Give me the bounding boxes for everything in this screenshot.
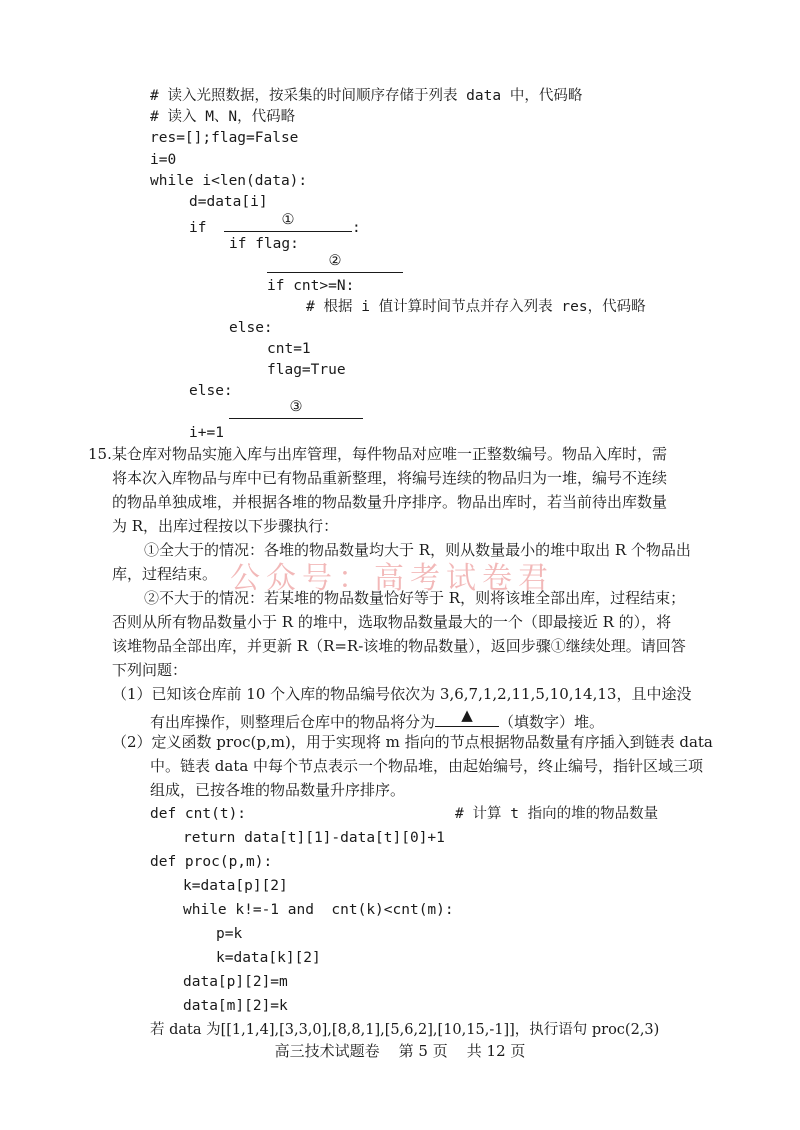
question-15-number: 15. [88, 445, 112, 463]
code-line: k=data[p][2] [183, 878, 288, 894]
code-line: return data[t][1]-data[t][0]+1 [183, 830, 445, 846]
code-line: res=[];flag=False [150, 130, 299, 146]
code-line: else: [229, 320, 273, 336]
code-line: k=data[k][2] [216, 950, 321, 966]
step-2-text: ②不大于的情况：若某堆的物品数量恰好等于 R，则将该堆全部出库，过程结束； [144, 589, 686, 607]
answer-blank-2: ② [267, 254, 403, 273]
code-comment-res: # 根据 i 值计算时间节点并存入列表 res，代码略 [306, 299, 646, 315]
code-line: if flag: [229, 236, 299, 252]
step-1-text: ①全大于的情况：各堆的物品数量均大于 R，则从数量最小的堆中取出 R 个物品出 [144, 541, 691, 559]
code-line: data[m][2]=k [183, 998, 288, 1014]
step-2-text: 下列问题： [112, 661, 188, 679]
code-line: i+=1 [189, 425, 224, 441]
answer-blank-1: ① [224, 213, 352, 232]
code-line-blank3 [229, 400, 363, 425]
code-line: else: [189, 383, 233, 399]
code-line: while k!=-1 and cnt(k)<cnt(m): [183, 902, 454, 918]
code-line: flag=True [267, 362, 346, 378]
answer-blank-part-1: ▲ [435, 708, 499, 727]
code-line: if cnt>=N: [267, 278, 355, 294]
question-15-intro: 的物品单独成堆，并根据各堆的物品数量升序排序。物品出库时，若当前待出库数量 [112, 493, 668, 511]
code-line: i=0 [150, 152, 177, 168]
step-2-text: 否则从所有物品数量小于 R 的堆中，选取物品数量最大的一个（即最接近 R 的），将 [112, 613, 672, 631]
part-1-text: （1）已知该仓库前 10 个入库的物品编号依次为 3,6,7,1,2,11,5,10,14,13，且中途没 [112, 685, 692, 703]
page-footer: 高三技术试题卷 第 5 页 共 12 页 [274, 1042, 526, 1060]
question-15-intro: 为 R，出库过程按以下步骤执行： [112, 517, 339, 535]
code-line: d=data[i] [189, 194, 268, 210]
question-15-intro: 某仓库对物品实施入库与出库管理，每件物品对应唯一正整数编号。物品入库时，需 [112, 445, 668, 463]
step-1-text: 库，过程结束。 [112, 565, 218, 583]
step-2-text: 该堆物品全部出库，并更新 R（R=R-该堆的物品数量），返回步骤①继续处理。请回答 [112, 637, 686, 655]
code-comment-read-data: # 读入光照数据，按采集的时间顺序存储于列表 data 中，代码略 [150, 88, 583, 104]
part-2-data-statement: 若 data 为[[1,1,4],[3,3,0],[8,8,1],[5,6,2],[10,15,-1]]，执行语句 proc(2,3) [150, 1022, 660, 1038]
part-2-text: （2）定义函数 proc(p,m)，用于实现将 m 指向的节点根据物品数量有序插入到链表 data [112, 733, 713, 751]
code-line: cnt=1 [267, 341, 311, 357]
code-line: def proc(p,m): [150, 854, 273, 870]
part-2-text: 组成，已按各堆的物品数量升序排序。 [150, 781, 406, 799]
code-line: while i<len(data): [150, 173, 308, 189]
code-line-if-blank1: if ① : [189, 212, 361, 236]
part-1-text: 有出库操作，则整理后仓库中的物品将分为 ▲ （填数字）堆。 [150, 706, 605, 731]
code-line: p=k [216, 926, 243, 942]
answer-blank-3: ③ [229, 400, 363, 419]
watermark-text: 公众号：高考试卷君 [230, 561, 554, 596]
code-comment-read-mn: # 读入 M、N，代码略 [150, 109, 296, 125]
code-line: def cnt(t): [150, 806, 247, 822]
code-comment-cnt: # 计算 t 指向的堆的物品数量 [455, 806, 659, 822]
part-2-text: 中。链表 data 中每个节点表示一个物品堆，由起始编号，终止编号，指针区域三项 [150, 757, 704, 775]
question-15-intro: 将本次入库物品与库中已有物品重新整理，将编号连续的物品归为一堆，编号不连续 [112, 469, 668, 487]
code-line: data[p][2]=m [183, 974, 288, 990]
